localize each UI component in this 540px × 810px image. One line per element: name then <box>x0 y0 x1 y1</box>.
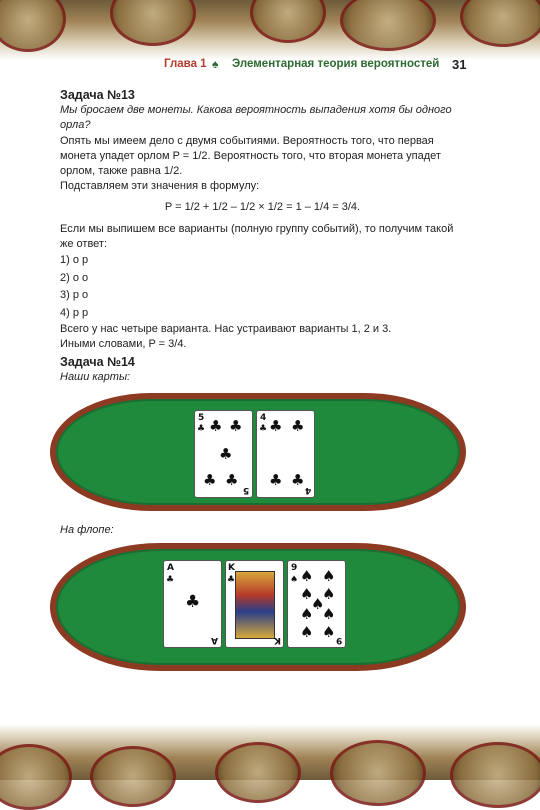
card-rank: K <box>228 563 235 573</box>
poker-chip-image <box>0 0 66 52</box>
poker-chip-image <box>250 0 326 43</box>
spades-icon: ♠ <box>322 585 336 603</box>
flop-label: На флопе: <box>60 524 114 536</box>
task13-paragraph: Подставляем эти значения в формулу: <box>60 180 260 193</box>
card-rank: 5 <box>198 413 205 423</box>
chapter-title: Элементарная теория вероятностей <box>232 58 440 70</box>
top-decorative-banner <box>0 0 540 60</box>
spades-icon: ♠ <box>290 575 299 585</box>
task14-heading: Задача №14 <box>60 355 135 369</box>
spades-icon: ♠ <box>300 567 314 585</box>
card-rank: 9 <box>291 563 298 573</box>
clubs-icon: ♣ <box>185 592 201 612</box>
poker-chip-image <box>90 746 176 807</box>
chapter-label: Глава 1 <box>164 58 207 70</box>
clubs-icon: ♣ <box>197 424 206 434</box>
clubs-icon: ♣ <box>259 424 268 434</box>
task13-formula: P = 1/2 + 1/2 – 1/2 × 1/2 = 1 – 1/4 = 3/4. <box>164 201 361 214</box>
card-rank: K <box>274 635 281 645</box>
clubs-icon: ♣ <box>291 471 305 489</box>
clubs-icon: ♣ <box>209 417 223 435</box>
playing-card-9-spades <box>287 560 346 648</box>
task13-paragraph: Если мы выпишем все варианты (полную группу событий), то получим такой же ответ: <box>60 222 454 250</box>
spades-icon: ♠ <box>300 585 314 603</box>
poker-chip-image <box>215 742 301 803</box>
spades-icon: ♠ <box>300 623 314 641</box>
task13-paragraph: Иными словами, P = 3/4. <box>60 338 187 351</box>
spade-icon: ♠ <box>212 57 219 71</box>
king-portrait-image <box>235 571 275 639</box>
playing-card-king-clubs <box>225 560 284 648</box>
page-number: 31 <box>452 57 467 72</box>
flop-caption <box>60 523 465 538</box>
bottom-decorative-banner <box>0 724 540 780</box>
variant-item: 3) р о <box>60 289 89 302</box>
poker-chip-image <box>340 0 436 51</box>
task13-question: Мы бросаем две монеты. Какова вероятность выпадения хотя бы одного орла? <box>60 104 452 132</box>
card-rank: 4 <box>304 485 311 495</box>
clubs-icon: ♣ <box>269 471 283 489</box>
clubs-icon: ♣ <box>219 445 233 463</box>
poker-chip-image <box>450 742 540 808</box>
clubs-icon: ♣ <box>166 575 175 585</box>
card-rank: 4 <box>260 413 267 423</box>
clubs-icon: ♣ <box>203 471 217 489</box>
spades-icon: ♠ <box>322 567 336 585</box>
task13-paragraph: Опять мы имеем дело с двумя событиями. Вероятность того, что первая монета упадет орлом P = 1/2. Вероятность того, что вторая монета упадет орлом, также равна 1/2. <box>60 134 441 178</box>
clubs-icon: ♣ <box>229 417 243 435</box>
playing-card-ace-clubs <box>163 560 222 648</box>
task13-section <box>60 88 465 352</box>
variant-item: 4) р р <box>60 306 89 319</box>
playing-card-4-clubs <box>256 410 315 498</box>
card-rank: 9 <box>335 635 342 645</box>
spades-icon: ♠ <box>322 605 336 623</box>
clubs-icon: ♣ <box>269 417 283 435</box>
card-rank: 5 <box>242 485 249 495</box>
poker-chip-image <box>110 0 196 46</box>
clubs-icon: ♣ <box>291 417 305 435</box>
variant-list <box>60 252 465 322</box>
spades-icon: ♠ <box>322 623 336 641</box>
poker-chip-image <box>0 744 72 810</box>
spades-icon: ♠ <box>300 605 314 623</box>
running-header <box>0 56 540 72</box>
clubs-icon: ♣ <box>227 575 236 585</box>
task14-section <box>60 355 465 385</box>
poker-chip-image <box>330 740 426 806</box>
our-cards-label: Наши карты: <box>60 371 131 384</box>
spades-icon: ♠ <box>311 595 325 613</box>
variant-item: 1) о р <box>60 254 89 267</box>
clubs-icon: ♣ <box>225 471 239 489</box>
task13-heading: Задача №13 <box>60 88 135 102</box>
poker-chip-image <box>460 0 540 47</box>
card-rank: A <box>211 635 218 645</box>
playing-card-5-clubs <box>194 410 253 498</box>
task13-paragraph: Всего у нас четыре варианта. Нас устраивают варианты 1, 2 и 3. <box>60 323 392 336</box>
card-rank: A <box>167 563 174 573</box>
variant-item: 2) о о <box>60 271 89 284</box>
